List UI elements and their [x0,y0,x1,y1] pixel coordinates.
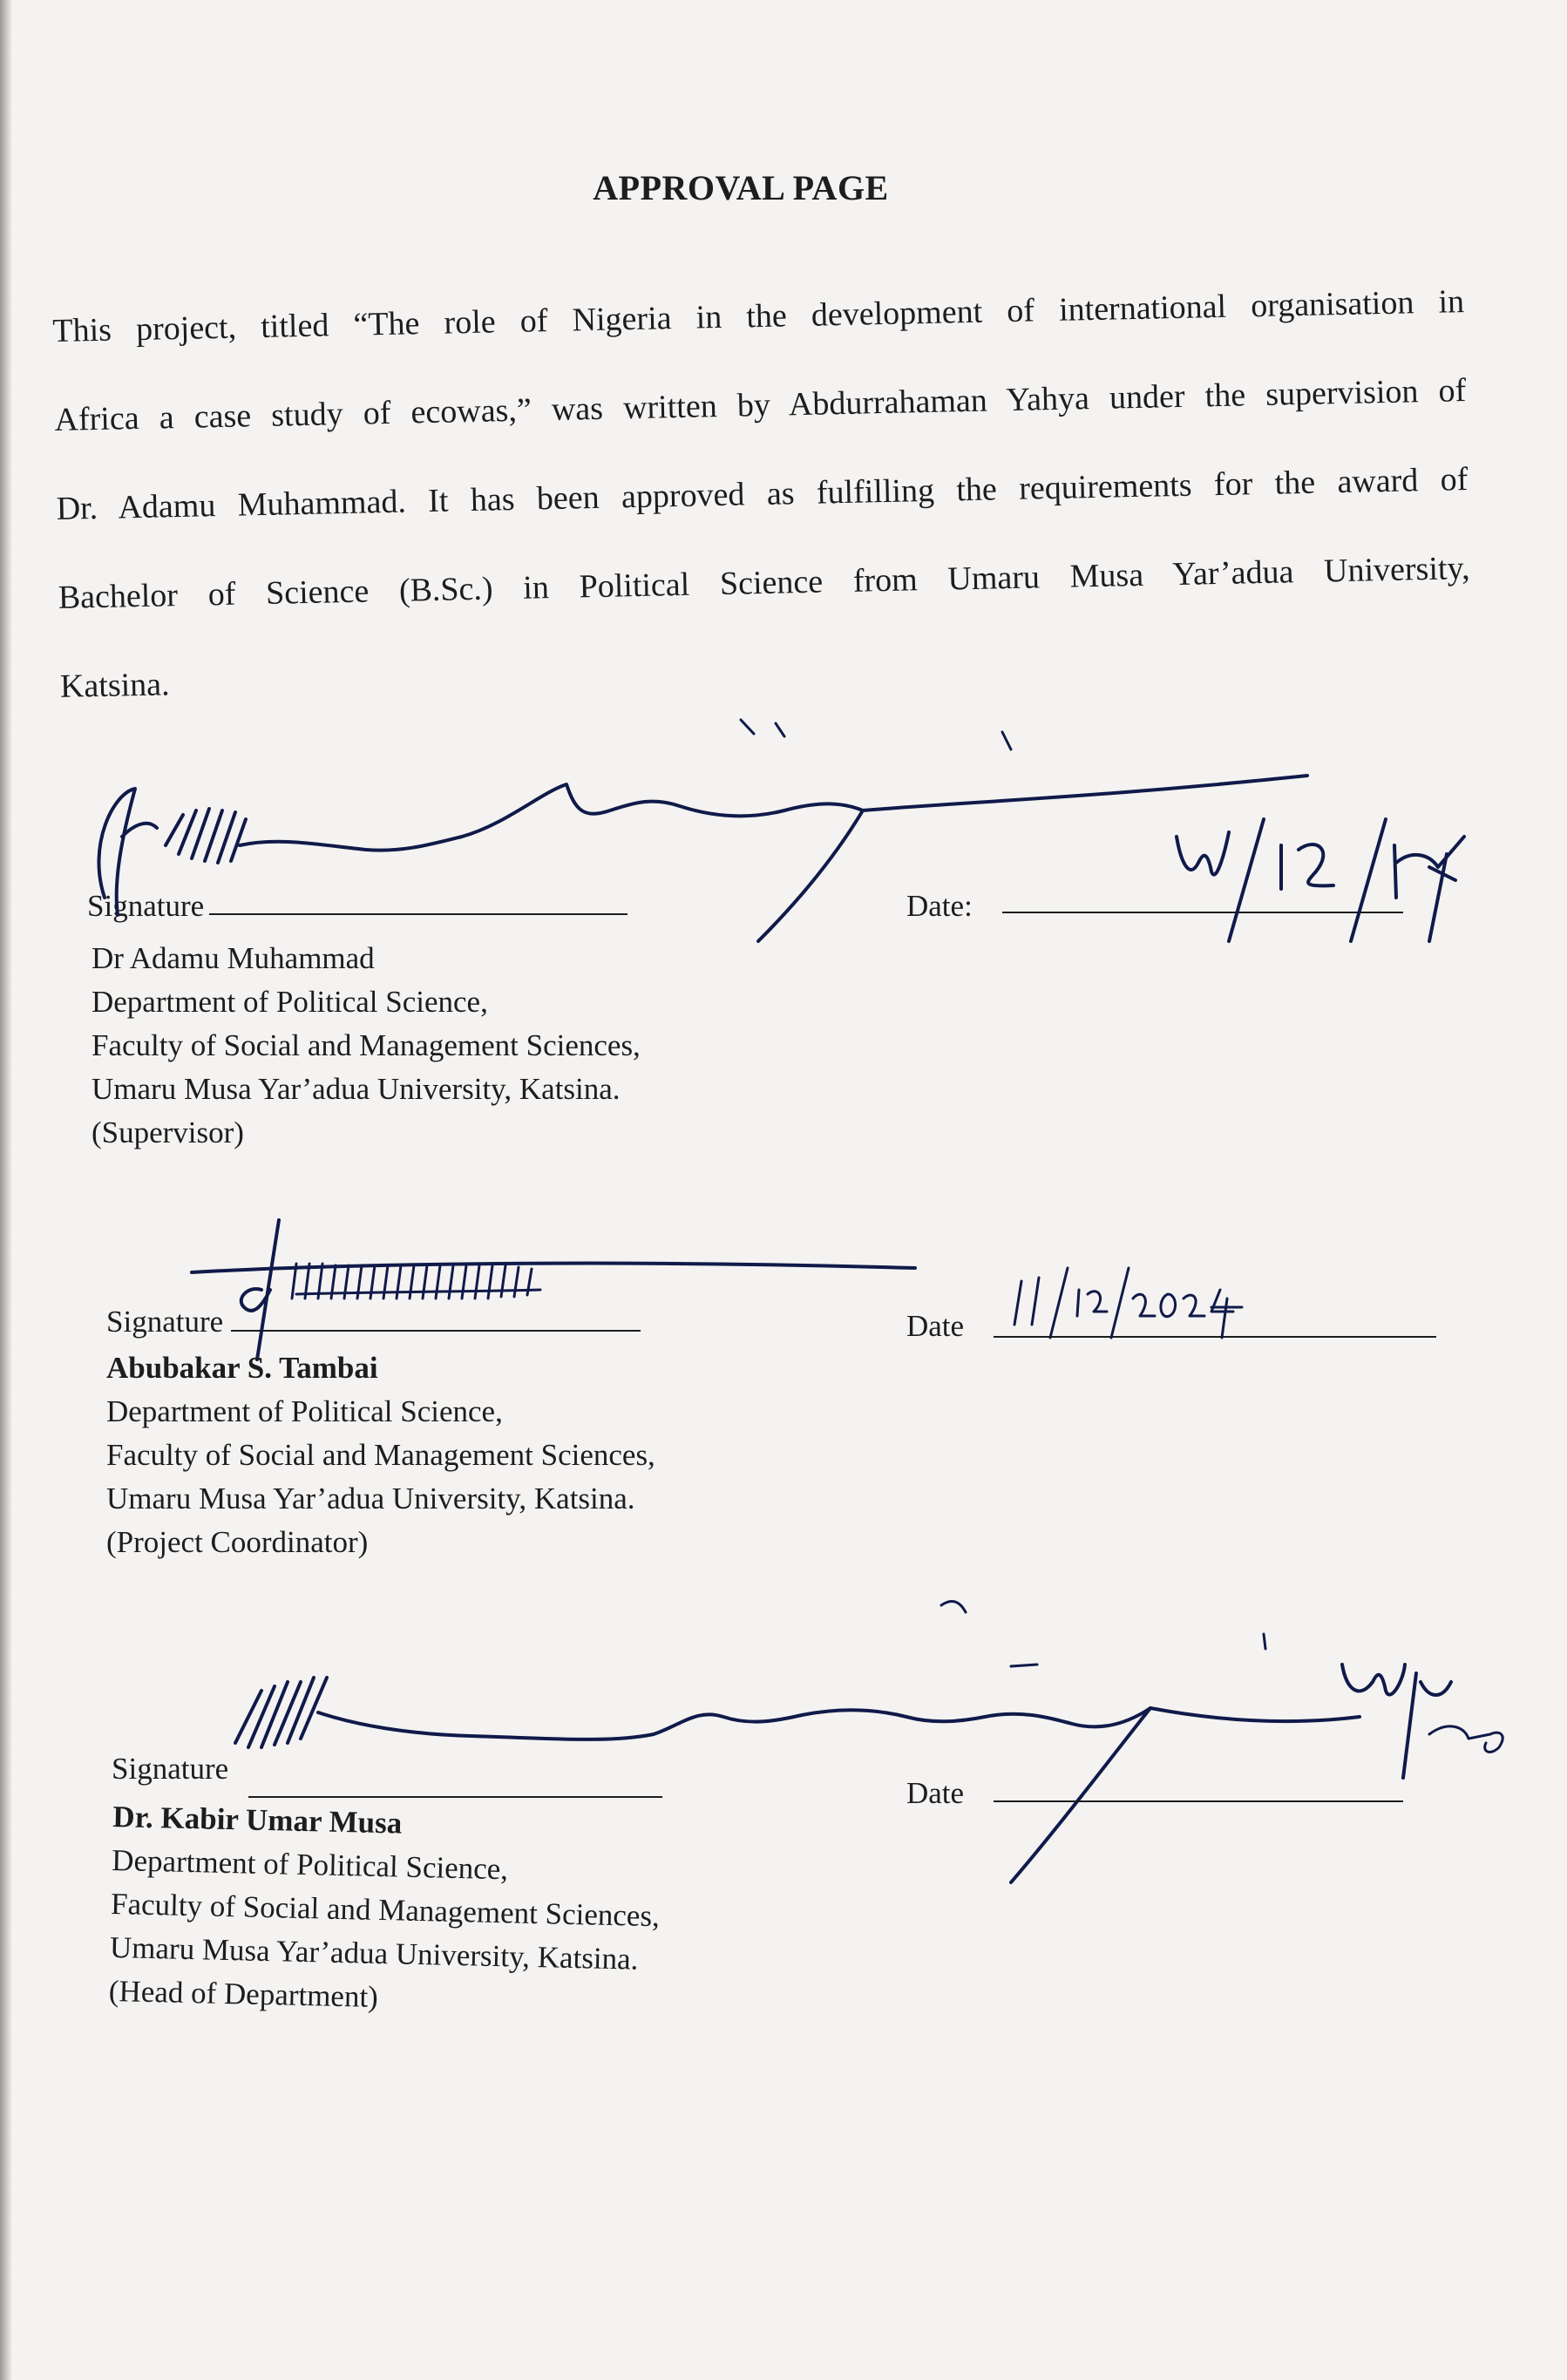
hod-details [108,1795,661,2025]
hod-role: (Head of Department) [108,1973,379,2014]
supervisor-signature-label: Signature [87,889,205,923]
statement-line-1: This project, titled “The role of Nigeria in the development of international organisation in [51,283,1465,349]
approval-statement [51,283,1470,705]
coordinator-department: Department of Political Science, [106,1394,503,1428]
hod-signature-label: Signature [112,1752,229,1786]
supervisor-faculty: Faculty of Social and Management Sciences, [92,1028,641,1062]
coordinator-university: Umaru Musa Yar’adua University, Katsina. [106,1482,635,1515]
statement-line-5: Katsina. [59,666,170,705]
hod-date-label: Date [906,1776,965,1810]
coordinator-signature-image [174,1211,959,1368]
page-title: APPROVAL PAGE [593,168,889,207]
coordinator-name: Abubakar S. Tambai [106,1351,378,1385]
statement-line-4: Bachelor of Science (B.Sc.) in Political Science from Umaru Musa Yar’adua University, [58,550,1470,616]
coordinator-date-label: Date [906,1309,965,1343]
supervisor-university: Umaru Musa Yar’adua University, Katsina. [92,1072,621,1106]
coordinator-signature-label: Signature [106,1305,224,1339]
coordinator-faculty: Faculty of Social and Management Sciences, [106,1438,655,1472]
supervisor-details [92,937,641,1155]
supervisor-department: Department of Political Science, [92,985,488,1019]
coordinator-details [106,1346,655,1564]
statement-line-3: Dr. Adamu Muhammad. It has been approved as fulfilling the requirements for the award of [56,461,1469,527]
hod-date-line [994,1800,1403,1802]
statement-line-2: Africa a case study of ecowas,” was written by Abdurrahaman Yahya under the supervision of [54,372,1467,438]
supervisor-name: Dr Adamu Muhammad [92,941,375,975]
hod-faculty: Faculty of Social and Management Sciences, [110,1886,661,1934]
hod-department: Department of Political Science, [111,1842,509,1887]
coordinator-role: (Project Coordinator) [106,1525,369,1559]
hod-university: Umaru Musa Yar’adua University, Katsina. [109,1929,639,1977]
hod-name: Dr. Kabir Umar Musa [112,1799,403,1841]
coordinator-handwritten-date [1002,1264,1333,1360]
supervisor-role: (Supervisor) [92,1115,244,1149]
supervisor-handwritten-date [1168,802,1516,959]
supervisor-date-label: Date: [906,889,973,923]
